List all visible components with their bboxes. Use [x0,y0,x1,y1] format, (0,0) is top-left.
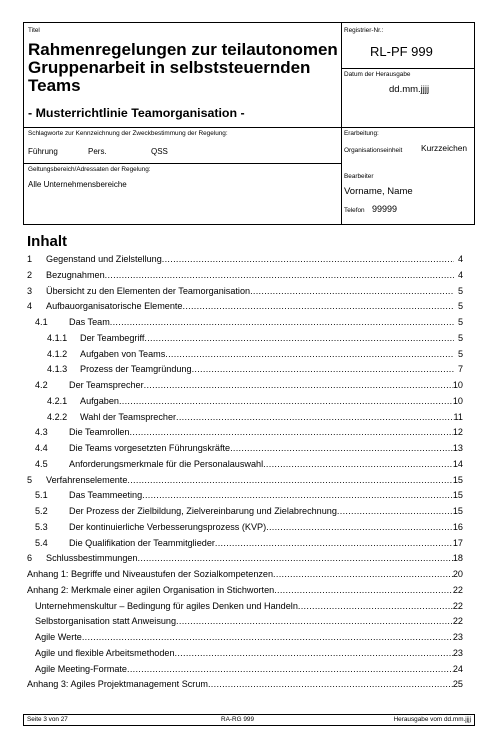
toc-entry[interactable] [27,425,463,441]
toc-leader-dots [165,347,454,363]
toc-entry-title: Die Teamrollen [69,427,130,438]
header-divider [341,127,475,128]
toc-entry-page: 17 [452,537,463,548]
toc-entry-title: Agile Werte [35,632,82,642]
toc-entry-page: 16 [452,521,463,532]
toc-entry-number: 4 [27,301,33,312]
editor-label: Bearbeiter [344,173,374,180]
toc-entry-title: Der Teambegriff [80,332,145,343]
org-unit-label: Organisationseinheit [344,147,403,154]
toc-entry[interactable] [27,457,463,473]
toc-entry[interactable] [27,583,463,599]
issue-date-label: Datum der Herausgabe [344,71,411,78]
toc-entry-title: Gegenstand und Zielstellung [46,254,162,264]
page-footer [23,714,475,726]
toc-leader-dots [250,284,454,300]
issue-date-value: dd.mm.jjjj [389,84,430,95]
toc-entry-page: 15 [452,490,463,501]
toc-entry[interactable] [27,252,463,268]
toc-entry-title: Der kontinuierliche Verbesserungsprozess (KVP) [69,521,267,532]
toc-leader-dots [138,551,453,567]
register-label: Registrier-Nr.: [344,27,384,34]
toc-entry-number: 4.1.2 [47,348,68,359]
toc-entry-page: 5 [457,348,463,359]
toc-entry-title: Anhang 1: Begriffe und Niveaustufen der Sozialkompetenzen [27,569,274,579]
toc-entry[interactable] [27,299,463,315]
toc-entry-title: Anforderungsmerkmale für die Personalauswahl [69,458,264,469]
keyword-item: Pers. [88,147,107,156]
toc-entry-number: 4.2.2 [47,411,68,422]
toc-entry-page: 14 [452,458,463,469]
title-label: Titel [28,27,40,34]
toc-entry-page: 13 [452,443,463,453]
toc-entry-number: 6 [27,553,33,564]
edit-label: Erarbeitung: [344,130,379,137]
toc-entry-page: 23 [452,632,463,642]
header-divider [24,127,341,128]
toc-entry-number: 5.3 [35,521,48,532]
scope-value: Alle Unternehmensbereiche [28,180,127,189]
toc-leader-dots [176,614,453,630]
toc-entry-page: 22 [452,616,463,627]
toc-entry-title: Verfahrenselemente [46,474,128,485]
toc-entry[interactable] [27,473,463,489]
toc-leader-dots [298,599,453,615]
toc-entry[interactable] [27,362,463,378]
toc-leader-dots [130,425,453,441]
phone-value: 99999 [372,204,398,214]
keywords-label: Schlagworte zur Kennzeichnung der Zweckbestimmung der Regelung: [28,130,228,137]
toc-heading: Inhalt [27,233,67,250]
header-divider [341,68,475,69]
toc-entry-page: 5 [457,301,463,312]
toc-entry[interactable] [27,646,463,662]
toc-leader-dots [127,473,452,489]
toc-entry[interactable] [27,378,463,394]
toc-entry[interactable] [27,441,463,457]
toc-entry-number: 5 [27,474,33,485]
toc-entry[interactable] [27,677,463,693]
toc-entry-title: Unternehmenskultur – Bedingung für agiles Denken und Handeln [35,600,298,611]
toc-leader-dots [192,362,454,378]
table-of-contents [27,252,463,693]
toc-entry[interactable] [27,520,463,536]
toc-leader-dots [273,567,453,583]
editor-value: Vorname, Name [344,186,413,197]
document-header-box [23,22,475,225]
toc-entry-page: 22 [452,600,463,611]
toc-entry-number: 4.2 [35,380,48,390]
toc-entry-title: Anhang 2: Merkmale einer agilen Organisation in Stichworten [27,584,275,595]
toc-entry-title: Schlussbestimmungen [46,553,138,564]
toc-entry-number: 1 [27,254,33,264]
toc-entry-title: Bezugnahmen [46,269,105,280]
toc-entry-title: Der Teamsprecher [69,380,144,390]
toc-leader-dots [175,646,453,662]
org-unit-value: Kurzzeichen [421,143,468,153]
toc-entry[interactable] [27,315,463,331]
toc-leader-dots [142,488,453,504]
toc-entry[interactable] [27,410,463,426]
toc-entry-title: Selbstorganisation statt Anweisung [35,616,177,627]
toc-entry[interactable] [27,331,463,347]
toc-entry-page: 15 [452,506,463,516]
toc-entry-page: 20 [452,569,463,579]
toc-entry-page: 12 [452,427,463,438]
toc-entry[interactable] [27,662,463,678]
toc-leader-dots [110,315,454,331]
toc-entry-page: 5 [457,285,463,296]
toc-entry-page: 10 [452,395,463,406]
header-divider [24,163,341,164]
toc-leader-dots [208,677,453,693]
toc-entry[interactable] [27,347,463,363]
toc-entry-title: Das Teammeeting [69,490,143,501]
toc-entry-page: 5 [457,317,463,327]
toc-entry-number: 4.3 [35,427,48,438]
toc-leader-dots [176,410,454,426]
toc-entry-number: 4.1 [35,317,48,327]
toc-entry[interactable] [27,504,463,520]
toc-entry[interactable] [27,488,463,504]
phone-label: Telefon [344,207,365,214]
toc-entry[interactable] [27,614,463,630]
toc-leader-dots [119,394,453,410]
toc-entry-title: Die Qualifikation der Teammitglieder [69,537,215,548]
toc-entry-number: 4.1.3 [47,364,68,375]
toc-entry-title: Wahl der Teamsprecher [80,411,177,422]
toc-leader-dots [82,630,453,646]
toc-leader-dots [144,378,453,394]
toc-leader-dots [215,536,453,552]
toc-entry-page: 7 [457,364,463,375]
toc-entry-title: Übersicht zu den Elementen der Teamorganisation [46,285,251,296]
toc-entry-title: Der Prozess der Zielbildung, Zielvereinbarung und Zielabrechnung [69,506,337,516]
toc-entry-number: 2 [27,269,33,280]
keyword-item: QSS [151,147,168,156]
toc-leader-dots [183,299,455,315]
document-subtitle: - Musterrichtlinie Teamorganisation - [28,106,245,120]
toc-entry[interactable] [27,551,463,567]
toc-leader-dots [266,520,453,536]
toc-entry-title: Agile Meeting-Formate [35,663,127,674]
toc-entry-page: 15 [452,474,463,485]
toc-entry-title: Aufbauorganisatorische Elemente [46,301,183,312]
document-title: Rahmenregelungen zur teilautonomen Gruppenarbeit in selbststeuernden Teams [28,40,338,95]
toc-entry[interactable] [27,599,463,615]
toc-entry-page: 4 [457,269,463,280]
toc-entry-number: 4.4 [35,443,48,453]
toc-entry-title: Agile und flexible Arbeitsmethoden [35,647,175,658]
toc-entry-page: 24 [452,663,463,674]
toc-entry-number: 4.5 [35,458,48,469]
toc-entry-title: Anhang 3: Agiles Projektmanagement Scrum [27,679,208,690]
register-value: RL-PF 999 [370,44,433,59]
toc-leader-dots [230,441,453,457]
toc-entry-page: 23 [452,647,463,658]
toc-leader-dots [263,457,453,473]
toc-entry-page: 18 [452,553,463,564]
scope-label: Geltungsbereich/Adressaten der Regelung: [28,166,151,173]
toc-entry-title: Aufgaben von Teams [80,348,166,359]
toc-entry-number: 5.1 [35,490,48,501]
toc-leader-dots [105,268,454,284]
toc-entry-number: 4.1.1 [47,332,68,343]
toc-entry-page: 22 [452,584,463,595]
toc-entry[interactable] [27,268,463,284]
footer-issue: Herausgabe vom dd.mm.jjjj [393,716,471,723]
toc-entry-title: Prozess der Teamgründung [80,364,192,375]
toc-entry-number: 5.2 [35,506,48,516]
footer-doc-id: RA-RG 999 [221,716,255,723]
toc-entry[interactable] [27,284,463,300]
toc-entry-number: 4.2.1 [47,395,68,406]
toc-entry-title: Die Teams vorgesetzten Führungskräfte [69,443,231,453]
toc-leader-dots [127,662,453,678]
toc-entry-number: 3 [27,285,33,296]
toc-entry-page: 10 [452,380,463,390]
toc-leader-dots [337,504,453,520]
toc-entry-number: 5.4 [35,537,48,548]
toc-entry-page: 5 [457,332,463,343]
keyword-item: Führung [28,147,58,156]
toc-leader-dots [162,252,454,268]
toc-entry-page: 11 [453,411,463,422]
toc-entry-title: Das Team [69,317,110,327]
toc-entry[interactable] [27,630,463,646]
toc-entry-page: 25 [452,679,463,690]
toc-entry[interactable] [27,567,463,583]
footer-page-info: Seite 3 von 27 [27,716,68,723]
toc-entry-page: 4 [457,254,463,264]
toc-entry[interactable] [27,394,463,410]
toc-entry[interactable] [27,536,463,552]
toc-leader-dots [274,583,453,599]
toc-entry-title: Aufgaben [80,395,119,406]
toc-leader-dots [144,331,454,347]
